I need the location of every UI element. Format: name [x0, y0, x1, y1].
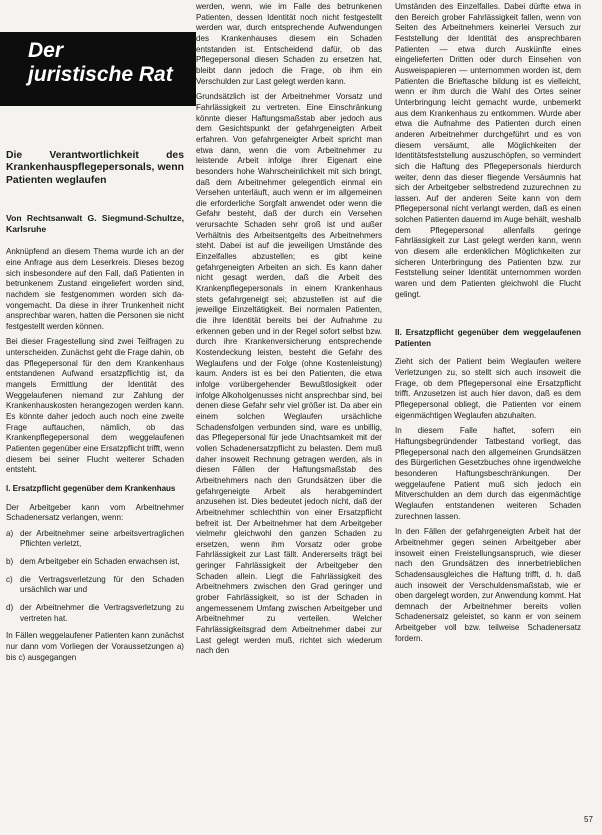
- paragraph: In Fällen weggelaufener Patienten kann zunächst nur dann vom Vorliegen der Voraussetzungen a) bis c) ausgegangen: [6, 631, 184, 662]
- paragraph: Umständen des Einzelfalles. Dabei dürfte etwa in den Bereich grober Fahrlässigkeit fallen, wenn von Seiten des Arbeitnehmers keinerlei Versuch zur Feststellung der Identität des ansprechbaren Patienten — etwa durch Auskünfte eines eingelieferten Dritten oder durch Einsehen von Ausweispapieren — unternommen worden ist, dem Patienten die Brieftasche bildung ist es vielleicht, wenn er ihm durch die Wahl des Ortes seiner Unterbringung leicht gemacht wurde, unbemerkt aus dem Krankenhaus zu entkommen. Wurde aber etwa die Aufnahme des Patienten durch einen anderen Arbeitnehmer durchgeführt und es von diesem versäumt, alle Möglichkeiten der Identitätsfeststellung auszuschöpfen, so vermindert sich die Haftung des Pflegepersonals hierdurch weiter, denn das dieser fliegende Versäumnis hat sich der Arbeitgeber selbstredend zuzurechnen zu lassen. Auf der anderen Seite kann von dem Pflegepersonal nicht verlangt werden, daß es einen solchen Patienten dauernd im Auge behält, weshalb dem Pflegepersonal allenfalls geringe Fahrlässigkeit zur Last gelegt werden kann, wenn von diesem alle erdenklichen Möglichkeiten zur sicheren Unterbringung des Patienten bzw. zur Feststellung seiner Identität unternommen worden waren und dem Patienten gleichwohl die Flucht gelingt.: [395, 2, 581, 299]
- list-text: die Vertragsverletzung für den Schaden ursächlich war und: [20, 574, 184, 595]
- list-text: dem Arbeitgeber ein Schaden erwachsen ist,: [20, 557, 180, 567]
- list-number: b): [6, 557, 14, 567]
- list-item: [6, 575, 184, 596]
- paragraph: Der Arbeitgeber kann vom Arbeitnehmer Schadenersatz verlangen, wenn:: [6, 502, 184, 523]
- list-item: [6, 557, 184, 568]
- banner-line-2: juristische Rat: [28, 63, 173, 86]
- article-author: Von Rechtsanwalt G. Siegmund-Schultze, Karlsruhe: [6, 213, 184, 235]
- paragraph: Anknüpfend an diesem Thema wurde ich an der eine Anfrage aus dem Leserkreis. Dieses bezog sich insbesondere auf den Fall, daß Patienten in betrunkenem Zustand eingeliefert worden sind, nachdem sie festgenommen worden sich da-vongemacht. Da diese in ihrer Trunkenheit nicht ansprechbar waren, hatten die Personen sie nicht festgestellt werden können.: [6, 247, 184, 331]
- list-number: a): [6, 528, 14, 538]
- banner-title: [28, 39, 173, 87]
- paragraph: Grundsätzlich ist der Arbeitnehmer Vorsatz und Fahrlässigkeit zu vertreten. Eine Einschränkung könnte dieser Haftungsmaßstab aber jedoch aus dem Gesichtspunkt der gefahrgeneigten Arbeit erfahren. Von gefahrgeneigter Arbeit spricht man etwa dann, wenn die vom Arbeitnehmer zu leistende Arbeit infolge ihrer Eigenart eine besonders hohe Wahrscheinlichkeit mit sich bringt, daß dem Arbeitnehmer gelegentlich einmal ein Versehen unterläuft, auch wenn er im allgemeinen die erforderliche Sorgfalt anwendet oder wenn die Gefahr besteht, daß der durch ein Versehen verursachte Schaden sehr groß ist und außer Verhältnis des Arbeitsentgelts des Arbeitnehmers steht. Dabei ist auf die jeweiligen Umstände des Einzelfalles abzustellen; es gibt keine gefahrgeneigten Arbeiten an sich. Es kann daher nicht gesagt werden, daß die Arbeit des Krankenpflegepersonals in einem Krankenhaus stets gefahrgeneigt sei; abzustellen ist auf die jeweilige Einzeltätigkeit. Bei normalen Patienten, die ihre Identität bereits bei der Aufnahme zu erkennen geben und in der Regel sofort selbst bzw. durch ihre Krankenversicherung entsprechende Kostendeckung leisten, besteht die Gefahr des Weglaufens und der Folge (ohne Kostenleistung) kaum. Anders ist es bei den Patienten, die etwa infolge vorübergehender Bewußtlosigkeit oder infolge Alkoholgenusses nicht ansprechbar sind, bei denen diese Gefahr sehr viel größer ist. Da aber ein einem solchen Weglaufen ursächliche Schadensfolgen verbunden sind, ware es unbillig, das Pflegepersonal für jede Unachtsamkeit mit der vollen Schadenersatzpflicht zu belasten. Dem muß daher insoweit Rechnung getragen werden, als in diesen Fällen der Haftungsmaßstab des Arbeitnehmers nach den Grundsätzen über die gefahrgeneigte Arbeit als herabgemindert anzusehen ist. Dies bedeutet jedoch nicht, daß der Arbeitnehmer schlechthin von einer Ersatzpflicht befreit ist. Der Arbeitnehmer hat dem Arbeitgeber vielmehr gleichwohl den ganzen Schaden zu ersetzen, wenn ihm Vorsatz oder grobe Fahrlässigkeit zur Last fällt. Andererseits trägt bei geringer Fahrlässigkeit der Arbeitgeber den Schaden allein. Liegt die Fahrlässigkeit des Arbeitnehmers zwischen den Grad geringer und grober Fahrlässigkeit, so ist der Schaden in angemessenem Umfang zwischen Arbeitgeber und Arbeitnehmer zu verteilen. Welcher Fahrlässigkeitsgrad dem Arbeitnehmer dabei zur Last gelegt werden muß, richtet sich wiederum nach den: [196, 92, 382, 656]
- list-text: der Arbeitnehmer die Vertragsverletzung zu vertreten hat.: [20, 603, 184, 623]
- list-item: [6, 603, 184, 624]
- banner-line-1: Der: [28, 39, 64, 62]
- page-number: 57: [584, 815, 593, 824]
- column-banner: [0, 32, 196, 106]
- list-number: c): [6, 574, 13, 584]
- column-1: [6, 150, 184, 668]
- article-headline: Die Verantwortlichkeit des Krankenhauspflegepersonals, wenn Patienten weglaufen: [6, 150, 184, 186]
- section-heading: II. Ersatzpflicht gegenüber dem weggelaufenen Patienten: [395, 328, 581, 348]
- section-heading: I. Ersatzpflicht gegenüber dem Krankenhaus: [6, 484, 176, 493]
- column-2: [196, 2, 382, 662]
- column-3: [395, 2, 581, 649]
- paragraph: werden, wenn, wie im Falle des betrunkenen Patienten, dessen Identität noch nicht festgestellt werden war, durch entsprechende Aufwendungen des Krankenhauses diesem ein Schaden entstanden ist. Entscheidend dafür, ob das Pflegepersonal diesen Schaden zu ersetzen hat, bleibt dann jedoch die Frage, ob ihm ein Verschulden zur Last gelegt werden kann.: [196, 2, 382, 86]
- paragraph: Zieht sich der Patient beim Weglaufen weitere Verletzungen zu, so stellt sich auch insoweit die Frage, ob dem Pflegepersonal eine Ersatzpflicht trifft. Anzusetzen ist auch hier davon, daß es dem Pflegepersonal obliegt, die Patienten vor einem eigenmächtigen Weglaufen abzuhalten.: [395, 357, 581, 420]
- list-text: der Arbeitnehmer seine arbeitsvertraglichen Pflichten verletzt,: [20, 528, 184, 549]
- paragraph: In den Fällen der gefahrgeneigten Arbeit hat der Arbeitnehmer gegen seinen Arbeitgeber aber insoweit einen Freistellungsanspruch, wie dieser nach den Grundsätzen des innerbetrieblichen Schadensausgleiches die Haftung trifft, d. h. daß auch insoweit der Verschuldensmaßstab, wie er oben dargelegt worden, zur Anwendung kommt. Hat demnach der Arbeitnehmer bereits vollen Schadenersatz geleistet, so kann er von seinem Arbeitgeber voll bzw. teilweise Schadenersatz fordern.: [395, 527, 581, 643]
- list-number: d): [6, 603, 14, 613]
- list-item: [6, 529, 184, 550]
- paragraph: In diesem Falle haftet, sofern ein Haftungsbegründender Tatbestand vorliegt, das Pflegepersonal nach den allgemeinen Grundsätzen des Bürgerlichen Gesetzbuches ohne irgendwelche besonderen Haftungsbeschränkungen. Der weggelaufene Patient muß sich jedoch ein Mitverschulden an dem durch das eigenmächtige Weglaufen entstandenen weiteren Schaden zurechnen lassen.: [395, 426, 581, 521]
- paragraph: Bei dieser Fragestellung sind zwei Teilfragen zu unterscheiden. Zunächst geht die Frage dahin, ob das Pflegepersonal für den dem Krankenhaus entstandenen Aufwand ersatzpflichtig ist, da mangels Ermittlung der Identität des Weggelaufenen niemand zur Zahlung der Krankenhauskosten herangezogen werden kann. Es könnte daher jedoch auch noch eine zweite Frage auftauchen, nämlich, ob das Krankenpflegepersonal dem weggelaufenen Patienten gegenüber eine Ersatzpflicht trifft, wenn diesem bei seiner Flucht weiterer Schaden entsteht.: [6, 337, 184, 475]
